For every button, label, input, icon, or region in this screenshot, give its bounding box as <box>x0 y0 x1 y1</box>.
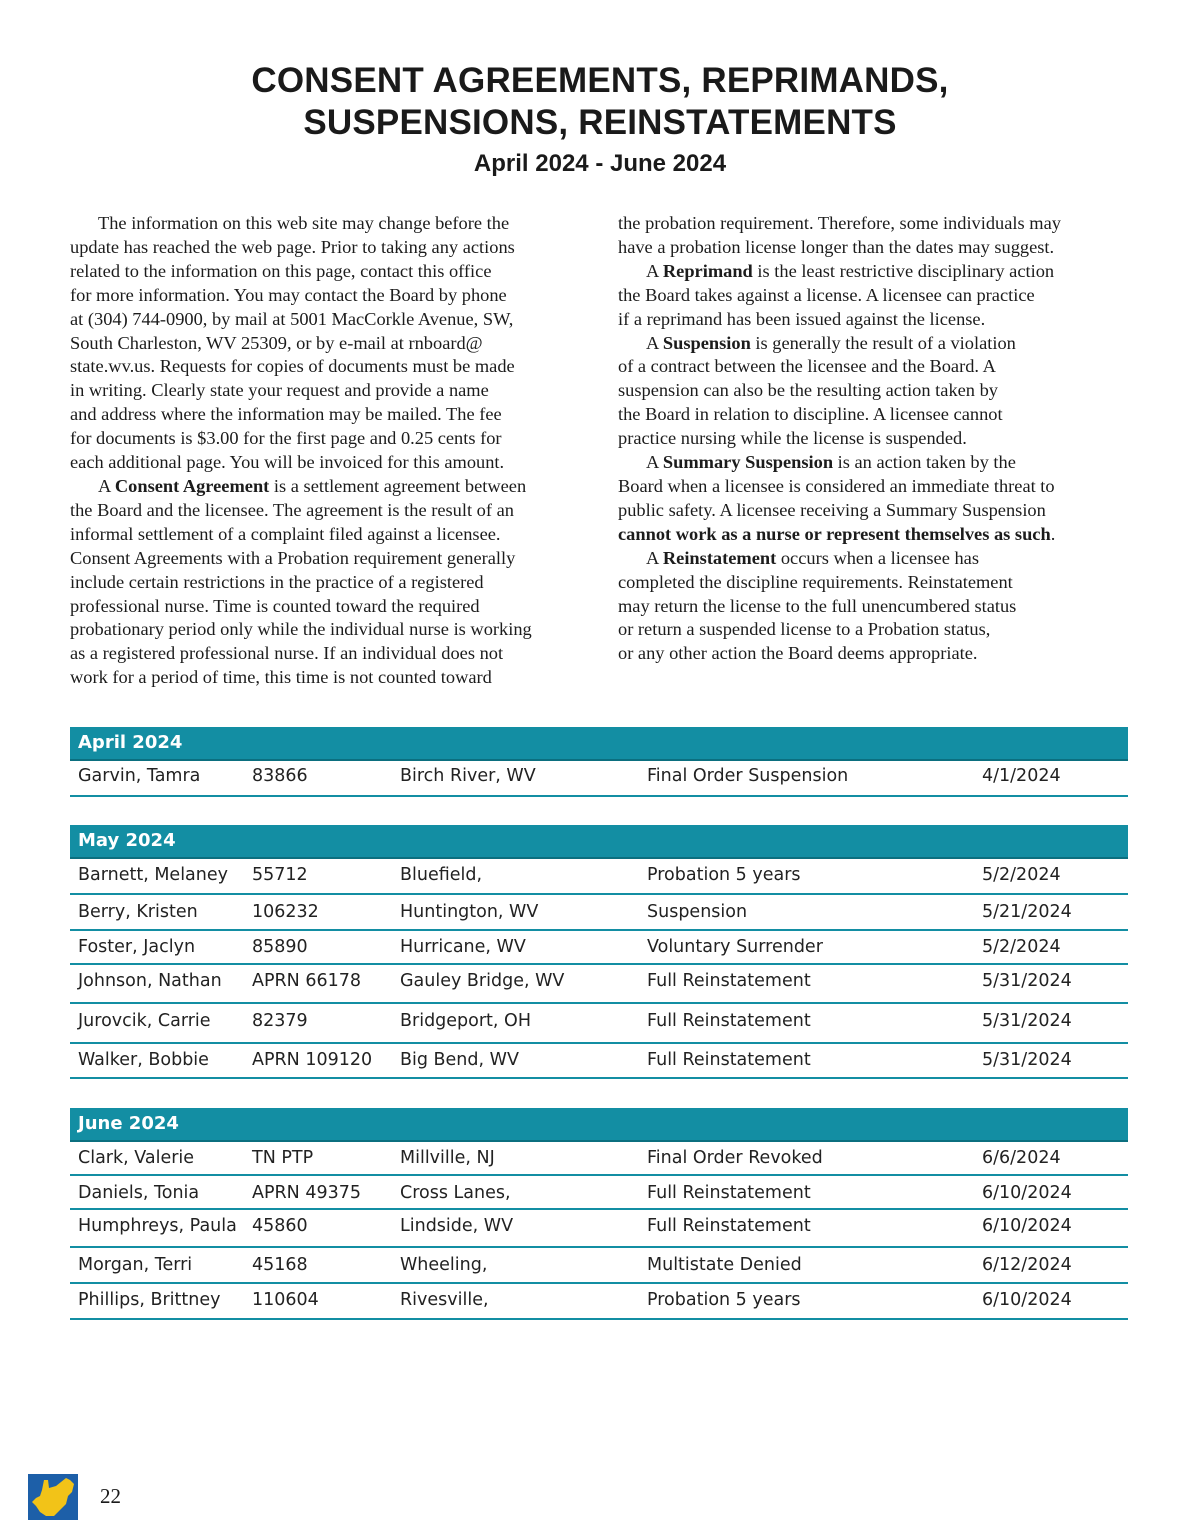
term-reprimand: Reprimand <box>662 260 753 281</box>
cell-date: 5/31/2024 <box>982 971 1072 991</box>
text-run: A <box>98 475 115 496</box>
text-line: each additional page. You will be invoiced for this amount. <box>70 452 505 473</box>
text-line <box>618 451 1118 475</box>
table-row <box>70 1044 1128 1079</box>
cell-location: Rivesville, <box>400 1290 489 1310</box>
table-row <box>70 1284 1128 1320</box>
text-line: informal settlement of a complaint filed against a licensee. <box>70 523 501 544</box>
cell-license: 45168 <box>252 1255 308 1275</box>
text-run: A <box>646 332 663 353</box>
text-line: at (304) 744-0900, by mail at 5001 MacCorkle Avenue, SW, <box>70 308 514 329</box>
text-line: as a registered professional nurse. If an individual does not <box>70 643 504 664</box>
text-line: South Charleston, WV 25309, or by e-mail at rnboard@ <box>70 332 483 353</box>
table-month-header: May 2024 <box>70 825 1128 859</box>
cell-location: Millville, NJ <box>400 1148 495 1168</box>
table-row <box>70 931 1128 965</box>
cell-license: APRN 109120 <box>252 1050 373 1070</box>
cell-name: Berry, Kristen <box>78 902 198 922</box>
cell-location: Gauley Bridge, WV <box>400 971 565 991</box>
text-run: occurs when a licensee has <box>776 547 979 568</box>
cell-date: 6/10/2024 <box>982 1183 1072 1203</box>
text-line: have a probation license longer than the dates may suggest. <box>618 236 1055 257</box>
cell-location: Wheeling, <box>400 1255 488 1275</box>
cell-action: Full Reinstatement <box>647 1011 811 1031</box>
text-line: if a reprimand has been issued against the license. <box>618 308 986 329</box>
cell-action: Full Reinstatement <box>647 1183 811 1203</box>
cell-action: Voluntary Surrender <box>647 937 823 957</box>
text-line: related to the information on this page, contact this office <box>70 260 492 281</box>
title-line-1: CONSENT AGREEMENTS, REPRIMANDS, <box>251 61 949 100</box>
title-line-2: SUSPENSIONS, REINSTATEMENTS <box>303 103 897 142</box>
cell-date: 6/10/2024 <box>982 1290 1072 1310</box>
text-line: or return a suspended license to a Probation status, <box>618 619 991 640</box>
text-line: The information on this web site may change before the <box>98 213 510 233</box>
text-line <box>618 523 1118 547</box>
cell-name: Humphreys, Paula <box>78 1216 237 1236</box>
term-summary-suspension: Summary Suspension <box>662 452 834 473</box>
text-line: the Board in relation to discipline. A licensee cannot <box>618 404 1003 425</box>
text-line: for more information. You may contact the Board by phone <box>70 284 507 305</box>
cell-name: Jurovcik, Carrie <box>78 1011 211 1031</box>
table-may-2024 <box>70 825 1128 1079</box>
text-line: public safety. A licensee receiving a Summary Suspension <box>618 499 1046 520</box>
cell-action: Full Reinstatement <box>647 1050 811 1070</box>
cell-license: 82379 <box>252 1011 308 1031</box>
text-line: the Board takes against a license. A licensee can practice <box>618 284 1035 305</box>
cell-name: Clark, Valerie <box>78 1148 195 1168</box>
cell-name: Barnett, Melaney <box>78 865 228 885</box>
text-run: . <box>1050 523 1056 544</box>
cell-name: Phillips, Brittney <box>78 1290 221 1310</box>
cell-name: Daniels, Tonia <box>78 1183 200 1203</box>
text-line: Board when a licensee is considered an immediate threat to <box>618 475 1055 496</box>
term-consent-agreement: Consent Agreement <box>114 475 270 496</box>
text-line: the probation requirement. Therefore, some individuals may <box>618 213 1061 233</box>
cell-license: 106232 <box>252 902 319 922</box>
text-line: include certain restrictions in the practice of a registered <box>70 571 484 592</box>
cell-date: 5/2/2024 <box>982 937 1061 957</box>
term-reinstatement: Reinstatement <box>662 547 777 568</box>
table-row <box>70 1176 1128 1210</box>
text-run: is generally the result of a violation <box>750 332 1016 353</box>
text-line: completed the discipline requirements. Reinstatement <box>618 571 1013 592</box>
table-month-header: April 2024 <box>70 727 1128 761</box>
text-line: may return the license to the full unencumbered status <box>618 595 1017 616</box>
text-line: update has reached the web page. Prior to taking any actions <box>70 236 515 257</box>
table-month-header: June 2024 <box>70 1108 1128 1142</box>
table-row <box>70 965 1128 1004</box>
text-line: professional nurse. Time is counted toward the required <box>70 595 480 616</box>
cell-location: Bluefield, <box>400 865 483 885</box>
text-line: Consent Agreements with a Probation requirement generally <box>70 547 516 568</box>
cell-name: Morgan, Terri <box>78 1255 193 1275</box>
cell-license: TN PTP <box>252 1148 314 1168</box>
cell-action: Final Order Revoked <box>647 1148 823 1168</box>
cell-license: 110604 <box>252 1290 319 1310</box>
table-june-2024 <box>70 1108 1128 1320</box>
cell-action: Final Order Suspension <box>647 766 849 786</box>
cell-date: 6/10/2024 <box>982 1216 1072 1236</box>
text-line: or any other action the Board deems appropriate. <box>618 643 978 664</box>
text-run: A <box>646 260 663 281</box>
cell-name: Johnson, Nathan <box>78 971 222 991</box>
cell-date: 6/6/2024 <box>982 1148 1061 1168</box>
cell-location: Huntington, WV <box>400 902 539 922</box>
text-line: practice nursing while the license is suspended. <box>618 428 967 449</box>
page-title <box>0 60 1200 144</box>
table-april-2024 <box>70 727 1128 797</box>
table-row <box>70 1210 1128 1248</box>
cell-action: Full Reinstatement <box>647 971 811 991</box>
cell-location: Birch River, WV <box>400 766 536 786</box>
cell-name: Walker, Bobbie <box>78 1050 209 1070</box>
cell-location: Big Bend, WV <box>400 1050 519 1070</box>
cell-action: Probation 5 years <box>647 1290 801 1310</box>
table-row <box>70 1248 1128 1284</box>
west-virginia-map-icon <box>28 1474 78 1520</box>
cell-action: Full Reinstatement <box>647 1216 811 1236</box>
cell-license: APRN 49375 <box>252 1183 362 1203</box>
intro-right-column <box>618 212 1118 666</box>
table-row <box>70 761 1128 797</box>
cell-date: 5/31/2024 <box>982 1050 1072 1070</box>
cell-name: Foster, Jaclyn <box>78 937 196 957</box>
cell-action: Probation 5 years <box>647 865 801 885</box>
cell-license: APRN 66178 <box>252 971 362 991</box>
text-run: A <box>646 547 663 568</box>
term-suspension: Suspension <box>662 332 751 353</box>
cell-location: Lindside, WV <box>400 1216 514 1236</box>
text-line <box>618 260 1118 284</box>
cell-date: 4/1/2024 <box>982 766 1061 786</box>
page-number: 22 <box>100 1484 121 1508</box>
text-run: is the least restrictive disciplinary action <box>752 260 1055 281</box>
cell-action: Multistate Denied <box>647 1255 802 1275</box>
cell-location: Bridgeport, OH <box>400 1011 531 1031</box>
text-run: is an action taken by the <box>833 452 1016 473</box>
text-line: work for a period of time, this time is not counted toward <box>70 667 492 688</box>
text-line: for documents is $3.00 for the first page and 0.25 cents for <box>70 428 502 449</box>
cell-license: 85890 <box>252 937 308 957</box>
table-row <box>70 1142 1128 1176</box>
text-line: probationary period only while the individual nurse is working <box>70 619 532 640</box>
text-run: is a settlement agreement between <box>269 475 527 496</box>
cell-location: Hurricane, WV <box>400 937 526 957</box>
cell-location: Cross Lanes, <box>400 1183 511 1203</box>
bold-warning: cannot work as a nurse or represent themselves as such <box>618 523 1051 544</box>
text-line: the Board and the licensee. The agreement is the result of an <box>70 499 514 520</box>
text-line: state.wv.us. Requests for copies of documents must be made <box>70 356 515 377</box>
cell-license: 55712 <box>252 865 308 885</box>
cell-name: Garvin, Tamra <box>78 766 201 786</box>
cell-action: Suspension <box>647 902 748 922</box>
cell-license: 83866 <box>252 766 308 786</box>
text-line: in writing. Clearly state your request and provide a name <box>70 380 489 401</box>
text-run: A <box>646 452 663 473</box>
text-line: of a contract between the licensee and the Board. A <box>618 356 996 377</box>
table-row <box>70 859 1128 895</box>
text-line: suspension can also be the resulting action taken by <box>618 380 998 401</box>
text-line <box>618 547 1118 571</box>
cell-date: 5/2/2024 <box>982 865 1061 885</box>
date-range-subtitle: April 2024 - June 2024 <box>473 150 727 177</box>
table-row <box>70 895 1128 931</box>
cell-license: 45860 <box>252 1216 308 1236</box>
cell-date: 6/12/2024 <box>982 1255 1072 1275</box>
cell-date: 5/21/2024 <box>982 902 1072 922</box>
text-line <box>618 332 1118 356</box>
intro-left-column <box>70 212 590 690</box>
text-line <box>70 475 590 499</box>
text-line: and address where the information may be mailed. The fee <box>70 404 502 425</box>
cell-date: 5/31/2024 <box>982 1011 1072 1031</box>
page-header <box>0 60 1200 180</box>
table-row <box>70 1004 1128 1044</box>
